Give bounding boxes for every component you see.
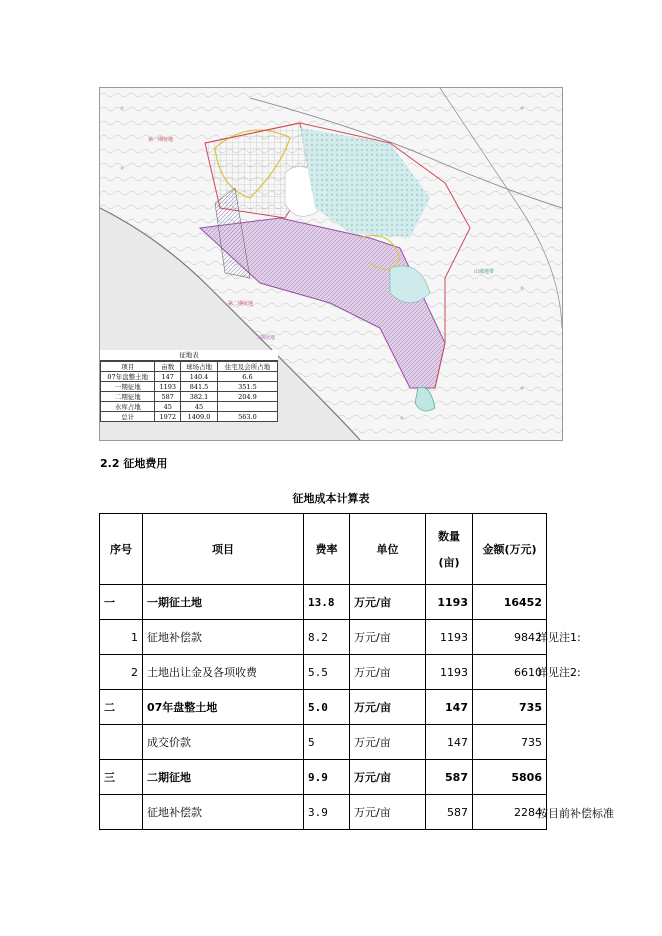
legend-header: 球场占地	[181, 362, 218, 372]
legend-header-row	[101, 362, 278, 372]
row-unit: 万元/亩	[350, 795, 426, 830]
row-amount: 735	[473, 690, 547, 725]
legend-cell: 45	[155, 402, 181, 412]
row-no	[100, 725, 143, 760]
legend-cell: 二期征地	[101, 392, 155, 402]
land-map-figure	[99, 87, 563, 441]
legend-cell: 总计	[101, 412, 155, 422]
row-unit: 万元/亩	[350, 585, 426, 620]
header-qty-line1: 数量	[438, 530, 460, 543]
legend-cell: 204.9	[217, 392, 277, 402]
legend-row	[101, 382, 278, 392]
table-row	[100, 585, 547, 620]
legend-cell: 6.6	[217, 372, 277, 382]
row-unit: 万元/亩	[350, 760, 426, 795]
legend-cell: 1193	[155, 382, 181, 392]
row-no: 二	[100, 690, 143, 725]
row-amount: 2284	[473, 795, 547, 830]
table-row	[100, 795, 547, 830]
row-unit: 万元/亩	[350, 690, 426, 725]
row-item: 土地出让金及各项收费	[143, 655, 304, 690]
table-row	[100, 620, 547, 655]
legend-row	[101, 412, 278, 422]
legend-cell: 382.1	[181, 392, 218, 402]
legend-header: 住宅及会所占地	[217, 362, 277, 372]
row-note: 详见注1:	[537, 631, 581, 644]
row-amount: 6610	[473, 655, 547, 690]
row-no: 三	[100, 760, 143, 795]
row-amount: 16452	[473, 585, 547, 620]
table-row	[100, 760, 547, 795]
row-rate: 3.9	[304, 795, 350, 830]
row-note: 按目前补偿标准	[537, 807, 614, 820]
map-label-slope: 山坡地带	[474, 269, 495, 275]
legend-header: 亩数	[155, 362, 181, 372]
legend-cell: 351.5	[217, 382, 277, 392]
table-header-row	[100, 514, 547, 585]
header-amount: 金额(万元)	[473, 514, 547, 585]
row-unit: 万元/亩	[350, 725, 426, 760]
row-rate: 5	[304, 725, 350, 760]
table-row	[100, 725, 547, 760]
legend-cell: 563.0	[217, 412, 277, 422]
header-qty-line2: (亩)	[438, 556, 460, 569]
legend-cell: 45	[181, 402, 218, 412]
row-no: 一	[100, 585, 143, 620]
header-qty	[426, 514, 473, 585]
legend-cell: 147	[155, 372, 181, 382]
land-legend-table	[100, 350, 278, 422]
header-no: 序号	[100, 514, 143, 585]
row-unit: 万元/亩	[350, 620, 426, 655]
map-label-phase2: 第二期征地	[228, 301, 254, 307]
table-caption: 征地成本计算表	[292, 492, 370, 505]
header-item: 项目	[143, 514, 304, 585]
row-no: 1	[100, 620, 143, 655]
legend-cell: 841.5	[181, 382, 218, 392]
row-qty: 1193	[426, 585, 473, 620]
row-qty: 1193	[426, 655, 473, 690]
legend-row	[101, 402, 278, 412]
legend-cell: 140.4	[181, 372, 218, 382]
row-rate: 5.0	[304, 690, 350, 725]
row-qty: 147	[426, 690, 473, 725]
section-title: 2.2 征地费用	[100, 457, 168, 470]
table-row	[100, 655, 547, 690]
legend-caption: 征地表	[100, 350, 278, 361]
row-amount: 9842	[473, 620, 547, 655]
legend-cell: 1972	[155, 412, 181, 422]
row-rate: 5.5	[304, 655, 350, 690]
map-label-phase1: 第一期征地	[148, 137, 174, 143]
legend-cell: 587	[155, 392, 181, 402]
header-rate: 费率	[304, 514, 350, 585]
row-qty: 587	[426, 795, 473, 830]
legend-cell	[217, 402, 277, 412]
row-item: 07年盘整土地	[143, 690, 304, 725]
row-rate: 13.8	[304, 585, 350, 620]
row-item: 征地补偿款	[143, 620, 304, 655]
row-item: 征地补偿款	[143, 795, 304, 830]
legend-cell: 07年盘整土地	[101, 372, 155, 382]
header-unit: 单位	[350, 514, 426, 585]
row-note: 详见注2:	[537, 666, 581, 679]
legend-row	[101, 372, 278, 382]
row-rate: 8.2	[304, 620, 350, 655]
legend-cell: 水库占地	[101, 402, 155, 412]
row-no: 2	[100, 655, 143, 690]
legend-header: 项目	[101, 362, 155, 372]
row-rate: 9.9	[304, 760, 350, 795]
row-item: 一期征土地	[143, 585, 304, 620]
map-label-phase2-area: 二期征地	[255, 335, 276, 341]
row-qty: 147	[426, 725, 473, 760]
row-item: 二期征地	[143, 760, 304, 795]
legend-row	[101, 392, 278, 402]
row-amount: 5806	[473, 760, 547, 795]
table-row	[100, 690, 547, 725]
row-unit: 万元/亩	[350, 655, 426, 690]
row-item: 成交价款	[143, 725, 304, 760]
row-amount: 735	[473, 725, 547, 760]
row-qty: 587	[426, 760, 473, 795]
row-qty: 1193	[426, 620, 473, 655]
row-no	[100, 795, 143, 830]
legend-cell: 一期征地	[101, 382, 155, 392]
legend-cell: 1409.0	[181, 412, 218, 422]
land-cost-table	[99, 513, 547, 830]
